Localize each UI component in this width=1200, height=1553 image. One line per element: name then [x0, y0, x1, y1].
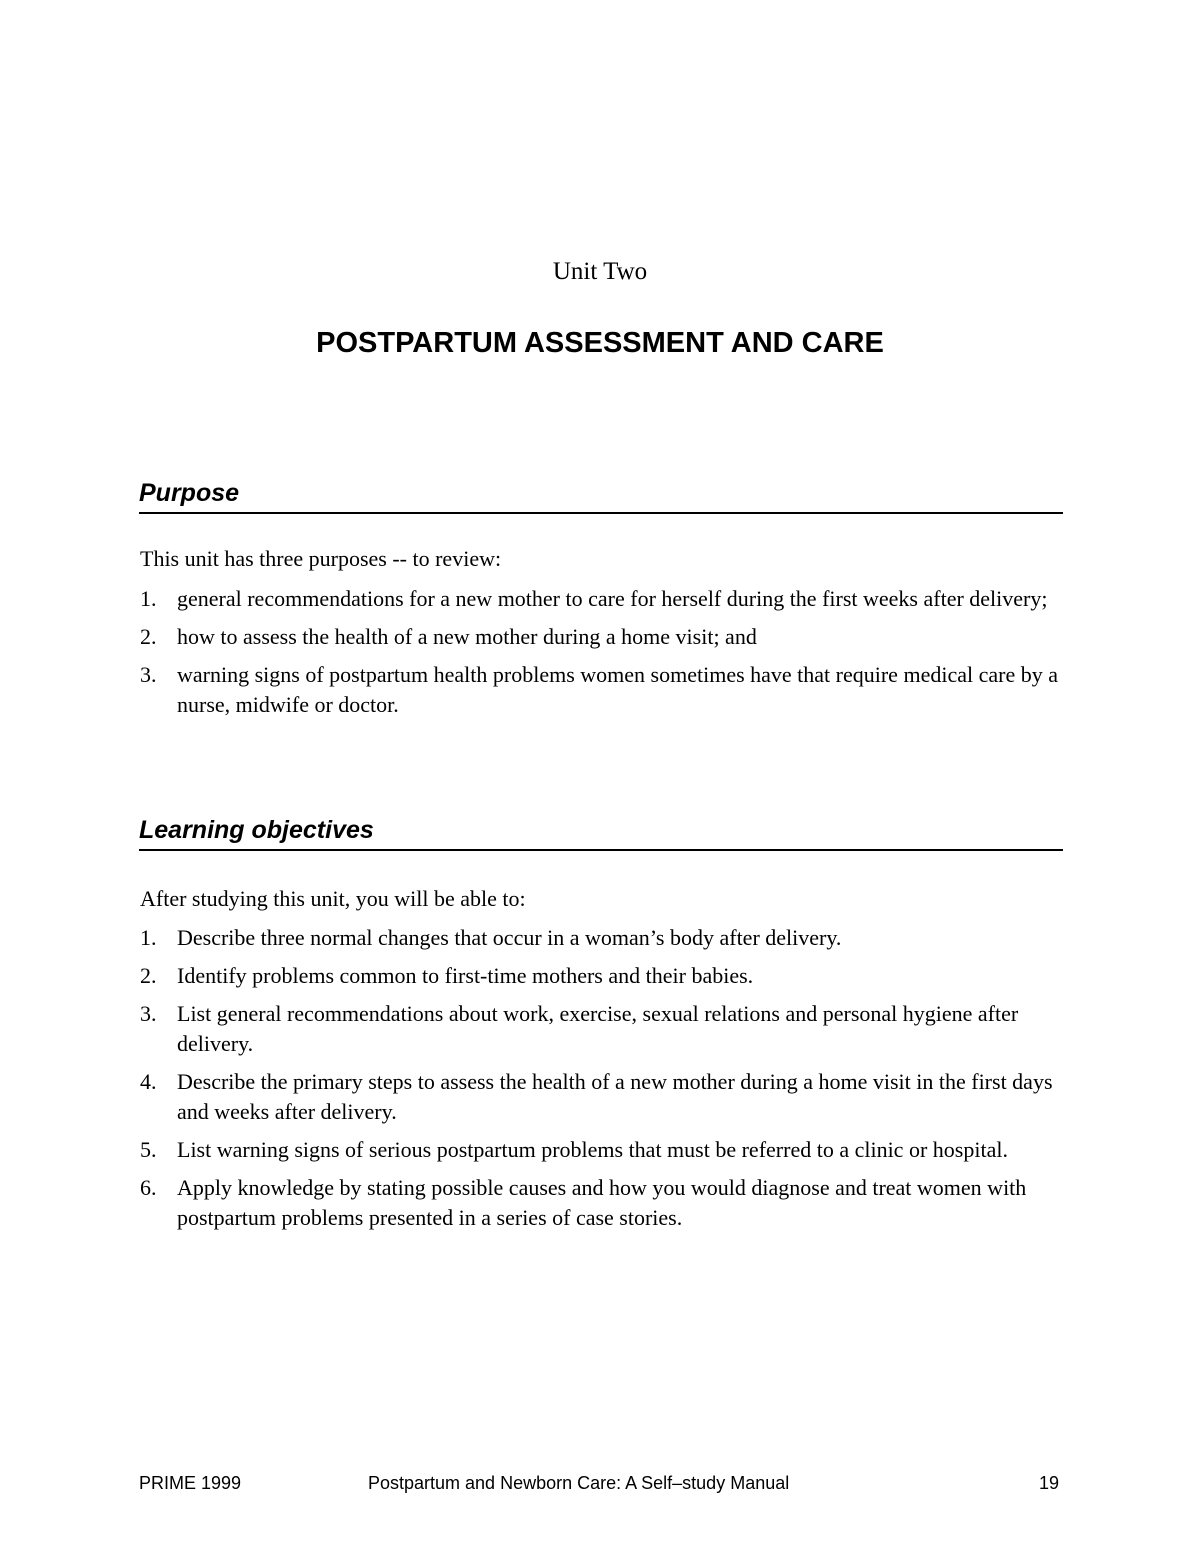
page-title: POSTPARTUM ASSESSMENT AND CARE — [316, 327, 884, 359]
list-item — [140, 660, 1060, 720]
list-item-text: Describe three normal changes that occur in a woman’s body after delivery. — [177, 925, 842, 950]
list-item-number: 5. — [140, 1137, 157, 1162]
list-item-text: Describe the primary steps to assess the health of a new mother during a home visit in the first days and weeks after delivery. — [177, 1069, 1053, 1124]
list-item — [140, 622, 1060, 652]
objectives-intro: After studying this unit, you will be able to: — [140, 886, 526, 911]
list-item-text: Identify problems common to first-time mothers and their babies. — [177, 963, 754, 988]
list-item-number: 4. — [140, 1069, 157, 1094]
footer-publisher: PRIME 1999 — [139, 1473, 242, 1493]
purpose-heading: Purpose — [139, 478, 1063, 514]
page-number: 19 — [1038, 1473, 1059, 1493]
footer-manual-title: Postpartum and Newborn Care: A Self–study Manual — [368, 1473, 790, 1493]
list-item-number: 3. — [140, 662, 157, 687]
list-item-number: 2. — [140, 624, 157, 649]
objectives-list — [140, 923, 1060, 1241]
list-item-text: how to assess the health of a new mother during a home visit; and — [177, 624, 757, 649]
list-item — [140, 961, 1060, 991]
page-footer — [139, 1473, 1059, 1501]
list-item — [140, 999, 1060, 1059]
list-item-text: Apply knowledge by stating possible causes and how you would diagnose and treat women with postpartum problems presented in a series of case stories. — [177, 1175, 1027, 1230]
list-item-text: List warning signs of serious postpartum problems that must be referred to a clinic or hospital. — [177, 1137, 1008, 1162]
list-item-text: general recommendations for a new mother to care for herself during the first weeks after delivery; — [177, 586, 1048, 611]
list-item-number: 2. — [140, 963, 157, 988]
list-item — [140, 1173, 1060, 1233]
list-item-number: 3. — [140, 1001, 157, 1026]
purpose-intro: This unit has three purposes -- to review: — [140, 546, 502, 571]
list-item — [140, 584, 1060, 614]
list-item-number: 6. — [140, 1175, 157, 1200]
list-item — [140, 1067, 1060, 1127]
purpose-list — [140, 584, 1060, 728]
learning-objectives-heading: Learning objectives — [139, 815, 1063, 851]
list-item-text: List general recommendations about work, exercise, sexual relations and personal hygiene after delivery. — [177, 1001, 1019, 1056]
list-item-number: 1. — [140, 925, 157, 950]
list-item-number: 1. — [140, 586, 157, 611]
unit-label: Unit Two — [552, 258, 648, 285]
list-item — [140, 1135, 1060, 1165]
list-item — [140, 923, 1060, 953]
list-item-text: warning signs of postpartum health problems women sometimes have that require medical care by a nurse, midwife or doctor. — [177, 662, 1058, 717]
